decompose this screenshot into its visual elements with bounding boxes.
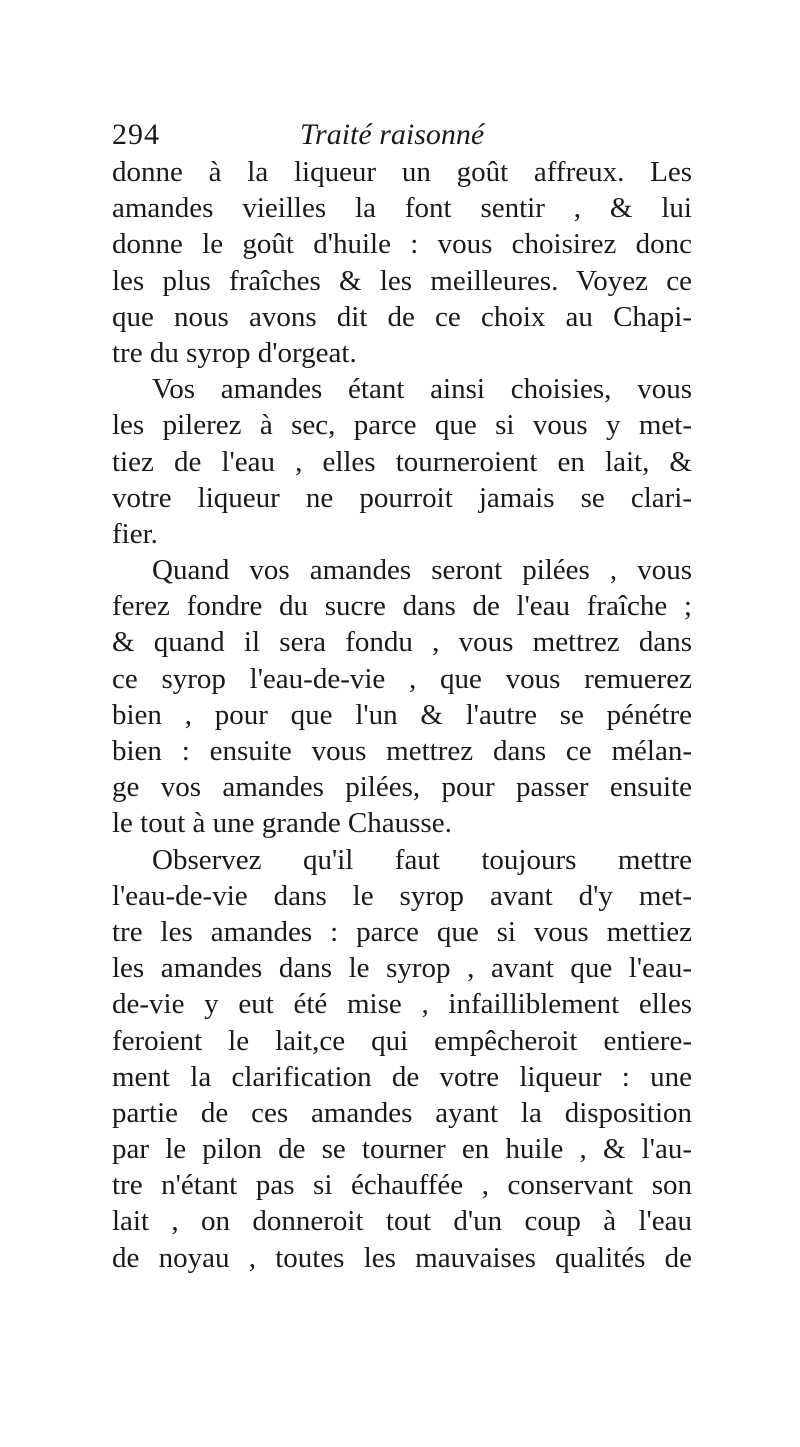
- text-line: tre n'étant pas si échauffée , conservant son: [112, 1169, 692, 1202]
- text-line: ce syrop l'eau-de-vie , que vous remuerez: [112, 662, 692, 695]
- text-line: les plus fraîches & les meilleures. Voyez ce: [112, 264, 692, 297]
- text-line: que nous avons dit de ce choix au Chapi-: [112, 300, 692, 333]
- paragraph-end-line: fier.: [112, 517, 158, 550]
- text-line: tre les amandes : parce que si vous mettiez: [112, 915, 692, 948]
- text-line: & quand il sera fondu , vous mettrez dans: [112, 626, 692, 659]
- text-line: les pilerez à sec, parce que si vous y met-: [112, 409, 692, 442]
- paragraph-end-line: tre du syrop d'orgeat.: [112, 336, 357, 369]
- text-line: tiez de l'eau , elles tourneroient en lait, &: [112, 445, 692, 478]
- text-line: de noyau , toutes les mauvaises qualités de: [112, 1241, 692, 1274]
- text-line: par le pilon de se tourner en huile , & l'au-: [112, 1133, 692, 1166]
- text-line: lait , on donneroit tout d'un coup à l'eau: [112, 1205, 692, 1238]
- text-line: ferez fondre du sucre dans de l'eau fraîche ;: [112, 590, 692, 623]
- text-line: bien : ensuite vous mettrez dans ce mélan-: [112, 735, 692, 767]
- text-line: de-vie y eut été mise , infailliblement elles: [112, 988, 692, 1021]
- text-line: partie de ces amandes ayant la disposition: [112, 1096, 692, 1129]
- text-line: donne le goût d'huile : vous choisirez donc: [112, 228, 692, 261]
- text-line: feroient le lait,ce qui empêcheroit entiere-: [112, 1024, 692, 1057]
- text-line: donne à la liqueur un goût affreux. Les: [112, 156, 692, 188]
- paragraph-start-line: Observez qu'il faut toujours mettre: [152, 843, 692, 876]
- text-line: bien , pour que l'un & l'autre se pénétre: [112, 698, 692, 731]
- text-line: les amandes dans le syrop , avant que l'eau-: [112, 952, 692, 985]
- text-line: amandes vieilles la font sentir , & lui: [112, 192, 692, 225]
- body-text: [112, 154, 692, 1276]
- paragraph-start-line: Quand vos amandes seront pilées , vous: [152, 554, 692, 587]
- page-number: 294: [112, 118, 160, 151]
- paragraph-end-line: le tout à une grande Chausse.: [112, 807, 452, 840]
- text-line: l'eau-de-vie dans le syrop avant d'y met-: [112, 879, 692, 912]
- running-title: Traité raisonné: [300, 118, 485, 151]
- text-line: ge vos amandes pilées, pour passer ensuite: [112, 771, 692, 804]
- text-line: votre liqueur ne pourroit jamais se clari-: [112, 481, 692, 514]
- text-line: ment la clarification de votre liqueur : une: [112, 1060, 692, 1093]
- page-header: [112, 118, 692, 158]
- paragraph-start-line: Vos amandes étant ainsi choisies, vous: [152, 373, 692, 406]
